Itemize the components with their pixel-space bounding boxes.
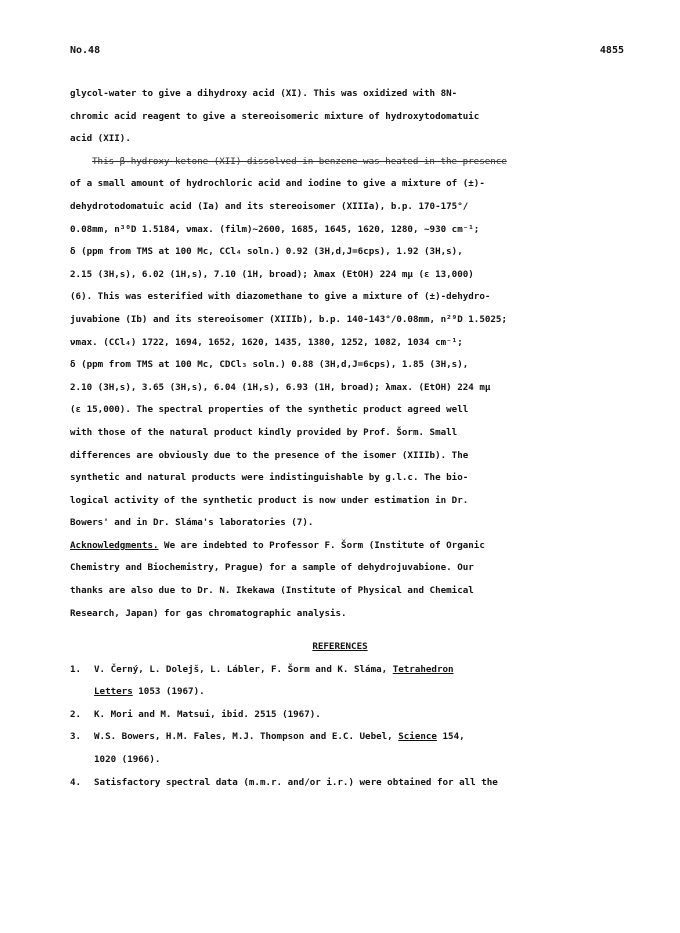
reference-number: 4. bbox=[70, 776, 82, 788]
text-line: Research, Japan) for gas chromatographic analysis. bbox=[70, 607, 347, 619]
page-number: 4855 bbox=[599, 45, 624, 56]
acknowledgments-text: We are indebted to Professor F. Šorm (Institute of Organic bbox=[158, 539, 485, 551]
journal-name: Letters bbox=[94, 686, 133, 698]
reference-number: 1. bbox=[70, 663, 82, 675]
struck-text-line: This β-hydroxy ketone (XII) dissolved in benzene was heated in the presence bbox=[92, 155, 507, 167]
reference-item: 2. K. Mori and M. Matsui, ibid. 2515 (1967). bbox=[70, 704, 630, 727]
acknowledgments-heading: Acknowledgments. bbox=[70, 539, 159, 551]
reference-item: 1. V. Černý, L. Dolejš, L. Lábler, F. Šorm and K. Sláma, Tetrahedron Letters 1053 (1967). bbox=[70, 659, 630, 704]
text-line: Chemistry and Biochemistry, Prague) for a sample of dehydrojuvabione. Our bbox=[70, 562, 474, 574]
text-line: 2.10 (3H,s), 3.65 (3H,s), 6.04 (1H,s), 6.93 (1H, broad); λmax. (EtOH) 224 mμ bbox=[70, 381, 491, 393]
references-section bbox=[70, 636, 630, 794]
text-line: δ (ppm from TMS at 100 Mc, CCl₄ soln.) 0.92 (3H,d,J=6cps), 1.92 (3H,s), bbox=[70, 246, 463, 258]
text-line: juvabione (Ib) and its stereoisomer (XIIIb), b.p. 140-143°/0.08mm, n²⁹D 1.5025; bbox=[70, 313, 507, 325]
text-line: with those of the natural product kindly provided by Prof. Šorm. Small bbox=[70, 426, 458, 438]
text-line: differences are obviously due to the presence of the isomer (XIIIb). The bbox=[70, 449, 469, 461]
journal-name: Science bbox=[398, 731, 437, 743]
text-line: acid (XII). bbox=[70, 133, 131, 145]
text-line: νmax. (CCl₄) 1722, 1694, 1652, 1620, 1435, 1380, 1252, 1082, 1034 cm⁻¹; bbox=[70, 336, 463, 348]
main-body bbox=[70, 83, 630, 625]
reference-number: 3. bbox=[70, 731, 82, 743]
journal-name: Tetrahedron bbox=[392, 663, 454, 675]
reference-number: 2. bbox=[70, 708, 82, 720]
references-title: REFERENCES bbox=[312, 641, 368, 652]
text-line: δ (ppm from TMS at 100 Mc, CDCl₃ soln.) 0.88 (3H,d,J=6cps), 1.85 (3H,s), bbox=[70, 359, 469, 371]
text-line: thanks are also due to Dr. N. Ikekawa (Institute of Physical and Chemical bbox=[70, 585, 474, 597]
text-line: dehydrotodomatuic acid (Ia) and its stereoisomer (XIIIa), b.p. 170-175°/ bbox=[70, 200, 469, 212]
journal-issue-number: No.48 bbox=[70, 45, 101, 56]
text-line: logical activity of the synthetic product is now under estimation in Dr. bbox=[70, 494, 469, 506]
text-line: (ε 15,000). The spectral properties of the synthetic product agreed well bbox=[70, 404, 469, 416]
text-line: (6). This was esterified with diazomethane to give a mixture of (±)-dehydro- bbox=[70, 291, 491, 303]
text-line: 2.15 (3H,s), 6.02 (1H,s), 7.10 (1H, broad); λmax (EtOH) 224 mμ (ε 13,000) bbox=[70, 268, 474, 280]
text-line: glycol-water to give a dihydroxy acid (XI). This was oxidized with 8N- bbox=[70, 88, 458, 99]
text-line: synthetic and natural products were indistinguishable by g.l.c. The bio- bbox=[70, 472, 469, 484]
text-line: 0.08mm, n³⁰D 1.5184, νmax. (film)~2600, 1685, 1645, 1620, 1280, ~930 cm⁻¹; bbox=[70, 223, 480, 235]
text-line: of a small amount of hydrochloric acid and iodine to give a mixture of (±)- bbox=[70, 178, 485, 190]
text-line: chromic acid reagent to give a stereoisomeric mixture of hydroxytodomatuic bbox=[70, 110, 480, 122]
text-line: Bowers' and in Dr. Sláma's laboratories (7). bbox=[70, 517, 314, 529]
reference-item: 4. Satisfactory spectral data (m.m.r. and/or i.r.) were obtained for all the bbox=[70, 772, 630, 795]
acknowledgments-line bbox=[70, 535, 630, 558]
reference-item: 3. W.S. Bowers, H.M. Fales, M.J. Thompson and E.C. Uebel, Science 154, 1020 (1966). bbox=[70, 726, 630, 771]
